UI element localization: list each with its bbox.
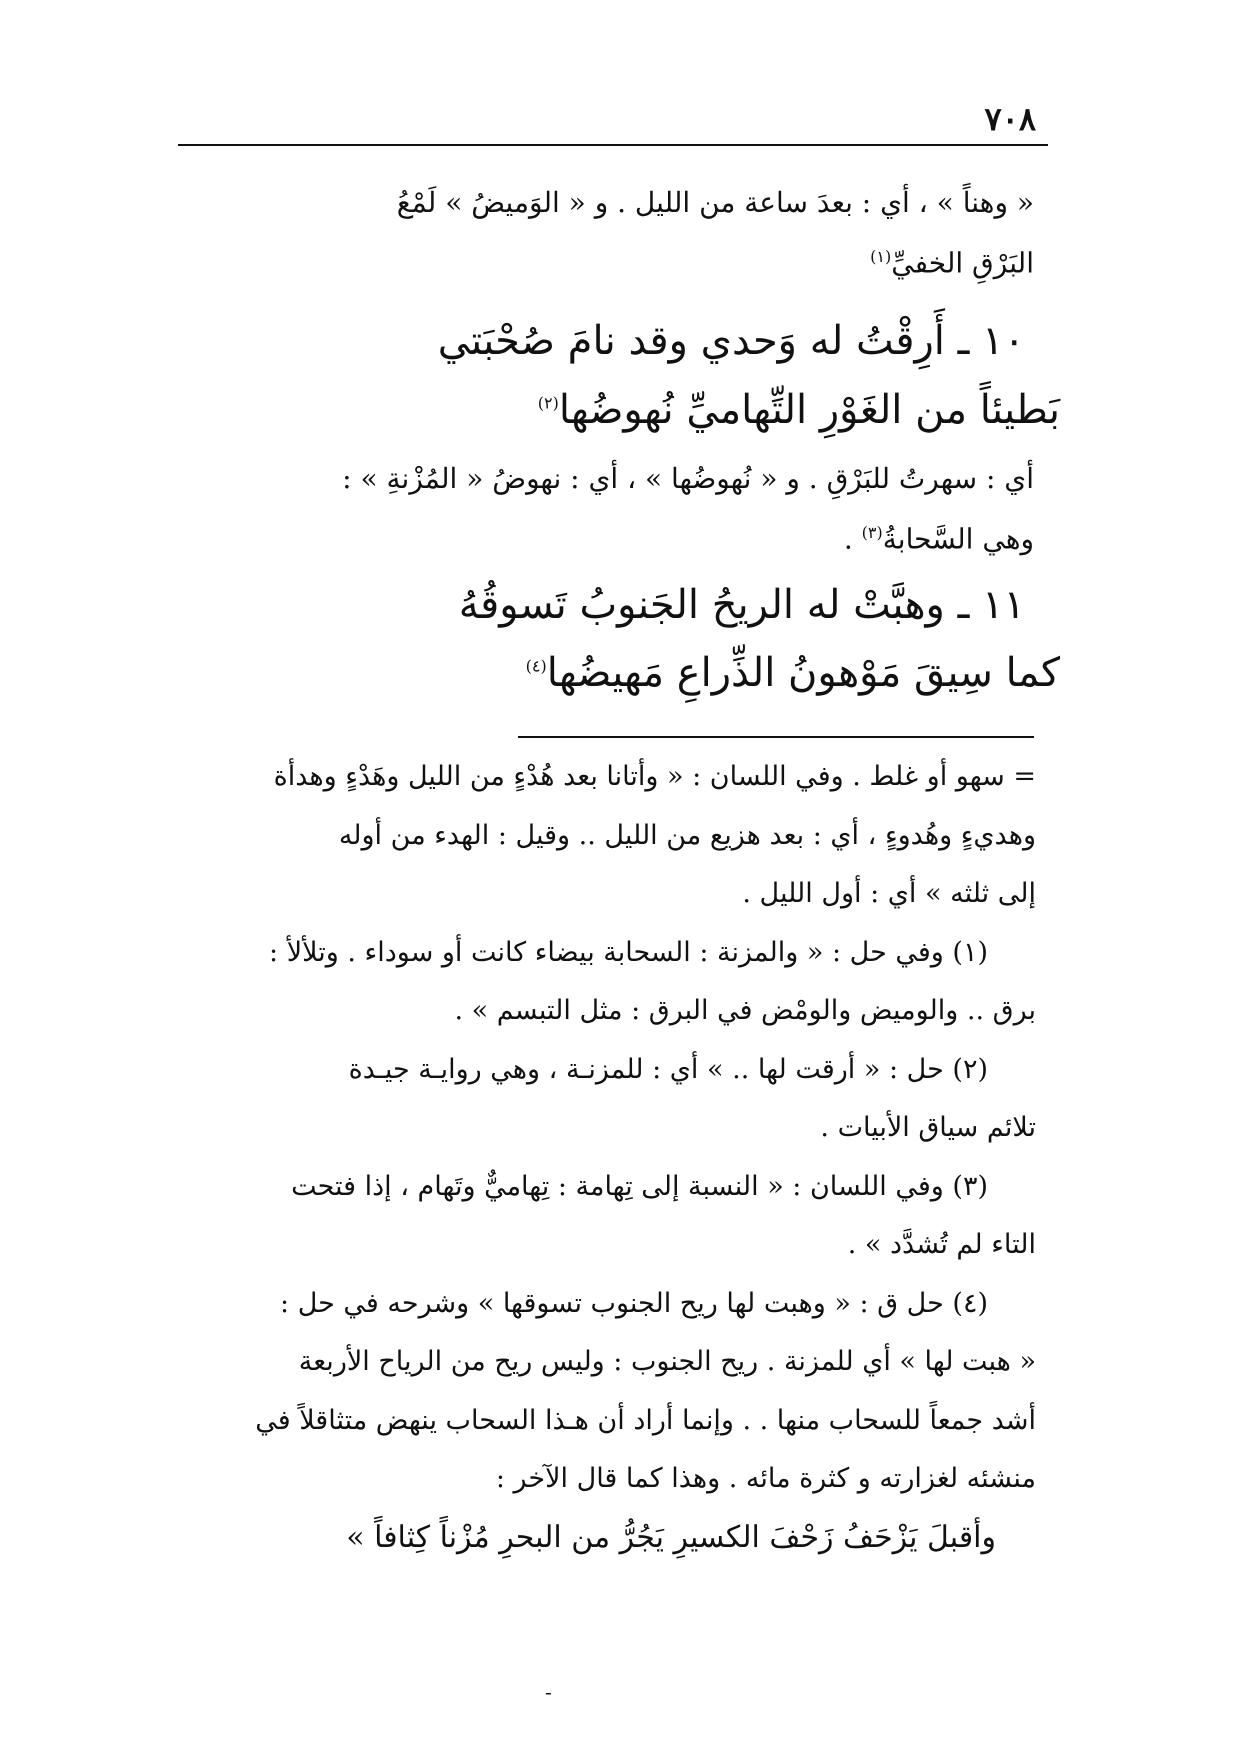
verse-hemistich: ـ وهبَّتْ له الريحُ الجَنوبُ تَسوقُهُ	[458, 582, 970, 628]
commentary-line: وهي السَّحابةُ$^{(٣)}$ .	[843, 522, 1034, 556]
verse-number: ١١	[982, 582, 1025, 628]
footnote-line: (١) وفي حل : « والمزنة : السحابة بيضاء كانت أو سوداء . وتلألأ :	[269, 936, 988, 968]
verse-11-second	[200, 650, 1060, 696]
verse-hemistich: كما سِيقَ مَوْهونُ الذِّراعِ مَهيضُها	[546, 650, 1060, 696]
commentary-line: « وهناً » ، أي : بعدَ ساعة من الليل . و « الوَميضُ » لَمْعُ	[396, 186, 1034, 219]
footnote-line: « هبت لها » أي للمزنة . ريح الجنوب : وليس ريح من الرياح الأربعة	[298, 1346, 1036, 1377]
verse-number: ١٠	[982, 318, 1025, 364]
footnote-rule	[518, 736, 1034, 738]
commentary-line: أي : سهرتُ للبَرْقِ . و « نُهوضُها » ، أي : نهوضُ « المُزْنةِ » :	[342, 462, 1034, 495]
footnote-line: منشئه لغزارته و كثرة مائه . وهذا كما قال الآخر :	[495, 1463, 1036, 1494]
footnote-line: التاء لم تُشدَّد » .	[847, 1229, 1036, 1260]
verse-10-second	[200, 387, 1060, 433]
footnote-line: (٤) حل ق : « وهبت لها ريح الجنوب تسوقها » وشرحه في حل :	[280, 1287, 988, 1319]
footnotes	[176, 748, 1036, 1567]
page-mark: -	[545, 1680, 552, 1704]
footnote-ref: (٣)	[861, 523, 883, 542]
footnote-ref: (٢)	[537, 393, 559, 413]
footnote-line: تلائم سياق الأبيات .	[820, 1112, 1036, 1143]
footnote-line: = سهو أو غلط . وفي اللسان : « وأتانا بعد هُدْءٍ من الليل وهَدْءٍ وهدأة	[273, 761, 1036, 792]
commentary-line: البَرْقِ الخفيِّ$^{(١)}$	[870, 246, 1034, 280]
footnote-line: (٣) وفي اللسان : « النسبة إلى تِهامة : تِهاميٌّ وتَهام ، إذا فتحت	[291, 1170, 988, 1202]
footnote-line: (٢) حل : « أرقت لها .. » أي : للمزنـة ، وهي روايـة جيـدة	[348, 1053, 988, 1085]
commentary-top	[176, 176, 1034, 290]
footnote-line: برق .. والوميض والومْض في البرق : مثل التبسم » .	[454, 995, 1036, 1026]
verse-11-first	[165, 582, 1025, 628]
page-number: ٧٠٨	[984, 100, 1036, 138]
footnote-line: وهديءٍ وهُدوءٍ ، أي : بعد هزيع من الليل .. وقيل : الهدء من أوله	[338, 819, 1036, 851]
verse-hemistich: ـ أَرِقْتُ له وَحدي وقد نامَ صُحْبَتي	[437, 318, 970, 364]
verse-hemistich: بَطيئاً من الغَوْرِ التِّهاميِّ نُهوضُها	[558, 387, 1060, 433]
footnote-line: أشد جمعاً للسحاب منها . . وإنما أراد أن هـذا السحاب ينهض متثاقلاً في	[255, 1404, 1036, 1436]
footnote-ref: (١)	[870, 247, 892, 266]
footnote-line: إلى ثلثه » أي : أول الليل .	[742, 878, 1036, 909]
footnote-quoted-verse: وأقبلَ يَزْحَفُ زَحْفَ الكسيرِ يَجُرُّ من البحرِ مُزْناً كِثافاً »	[346, 1519, 996, 1555]
commentary-middle	[176, 452, 1034, 566]
header-rule	[178, 144, 1048, 146]
verse-10-first	[165, 318, 1025, 364]
footnote-ref: (٤)	[525, 656, 547, 676]
